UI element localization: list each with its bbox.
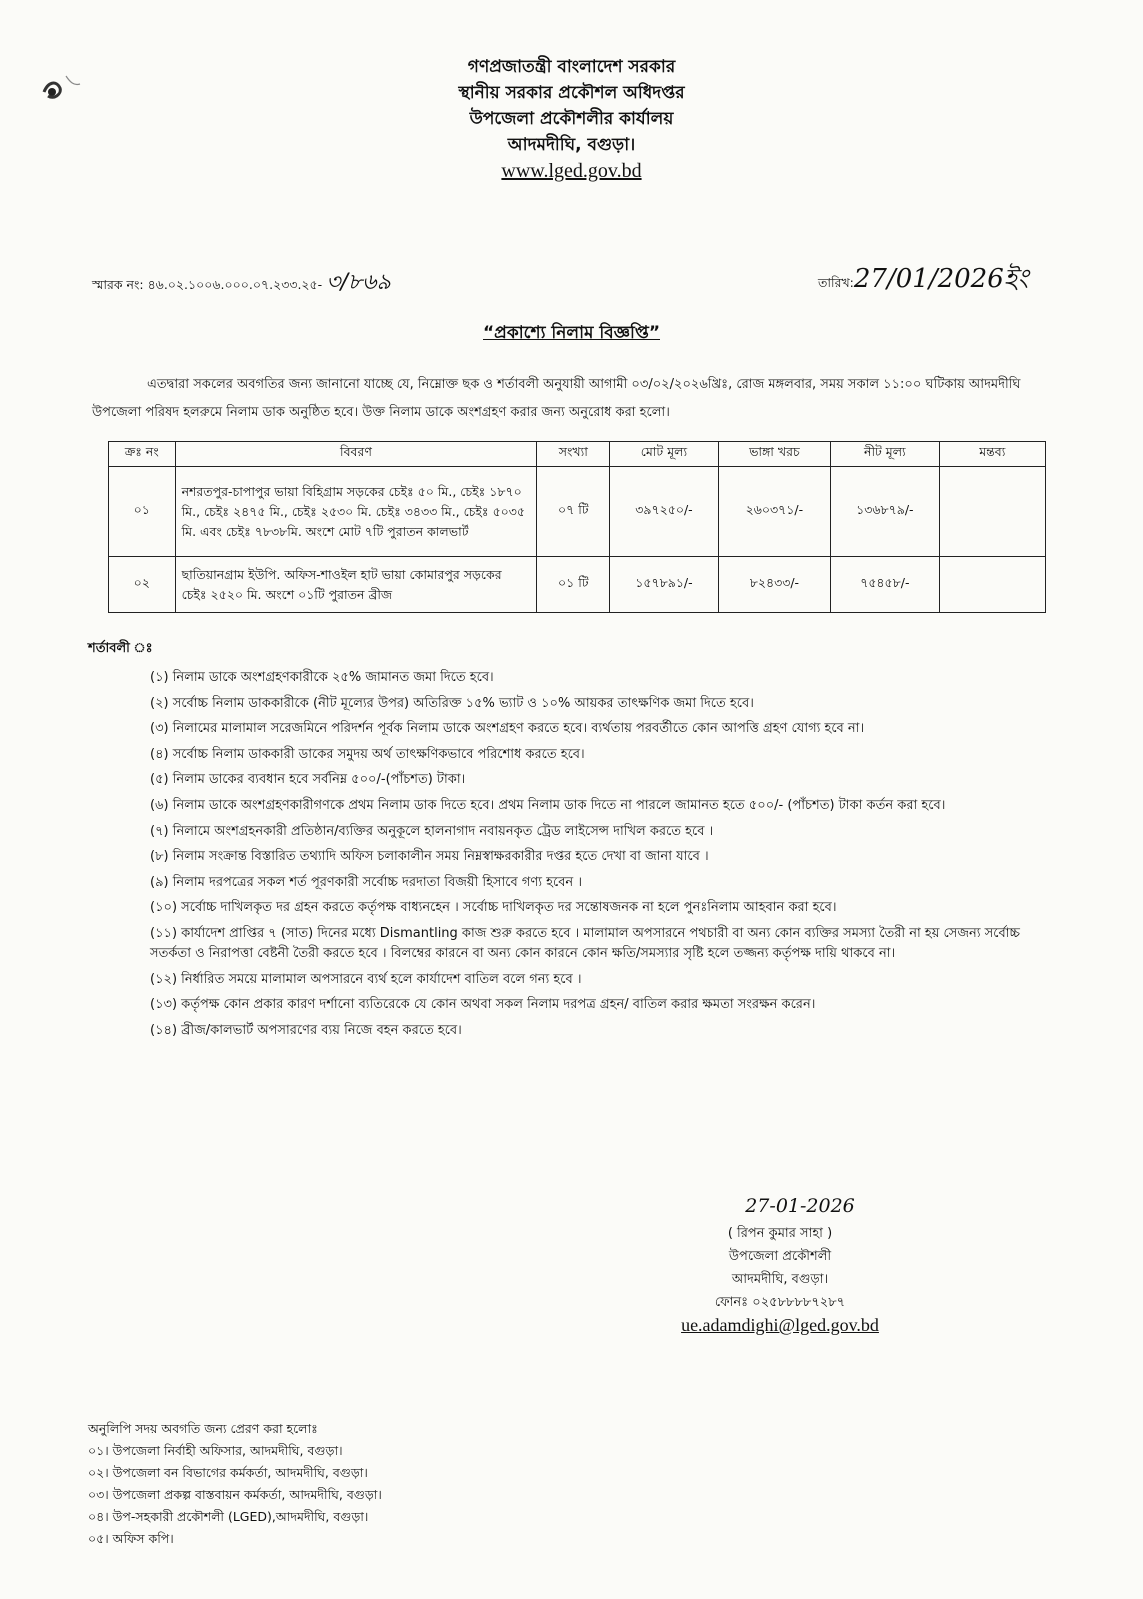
signature-block [630,1186,930,1337]
notice-title: “প্রকাশ্যে নিলাম বিজ্ঞপ্তি” [483,323,660,343]
memo-date [818,258,1028,302]
signatory-location: আদমদীঘি, বগুড়া। [731,1272,829,1287]
table-row [109,467,1046,557]
cell-description: নশরতপুর-চাপাপুর ভায়া বিহিগ্রাম সড়কের চেইঃ ৫০ মি., চেইঃ ১৮৭০ মি., চেইঃ ২৪৭৫ মি., চেইঃ ২৫৩০ মি. চেইঃ ৩৪৩৩ মি., চেইঃ ৫০৩৫ মি. এবং চেইঃ ৭৮৩৮মি. অংশে মোট ৭টি পুরাতন কালভার্ট [175,467,537,557]
copy-distribution [88,1418,382,1550]
govt-name: গণপ্রজাতন্ত্রী বাংলাদেশ সরকার [467,57,676,77]
condition-item: (১০) সর্বোচ্চ দাখিলকৃত দর গ্রহন করতে কর্তৃপক্ষ বাধ্যনহেন । সর্বোচ্চ দাখিলকৃত দর সন্তোষজনক না হলে পুনঃনিলাম আহবান করা হবে। [150,900,837,916]
col-sl: ক্রঃ নং [109,442,176,467]
signatory-email-link[interactable]: ue.adamdighi@lged.gov.bd [681,1315,879,1335]
memo-ref-handwritten: ৩/৮৬৯ [326,270,391,295]
conditions-list [150,668,1020,1046]
auction-items-table [108,441,1046,613]
cell-total-price: ১৫৭৮৯১/- [610,557,719,613]
cell-total-price: ৩৯৭২৫০/- [610,467,719,557]
cell-remarks [939,557,1045,613]
copy-recipient: ০২। উপজেলা বন বিভাগের কর্মকর্তা, আদমদীঘি, বগুড়া। [88,1465,368,1480]
office-name: উপজেলা প্রকৌশলীর কার্যালয় [469,109,674,129]
signatory-designation: উপজেলা প্রকৌশলী [728,1249,832,1264]
letterhead [0,54,1143,183]
col-net-price: নীট মূল্য [831,442,940,467]
dept-name: স্থানীয় সরকার প্রকৌশল অধিদপ্তর [458,83,685,103]
condition-item: (১) নিলাম ডাকে অংশগ্রহণকারীকে ২৫% জামানত জমা দিতে হবে। [150,670,494,685]
copy-recipient: ০৩। উপজেলা প্রকল্প বাস্তবায়ন কর্মকর্তা, আদমদীঘি, বগুড়া। [88,1487,382,1502]
col-quantity: সংখ্যা [537,442,610,467]
memo-number [92,265,391,302]
condition-item: (১৩) কর্তৃপক্ষ কোন প্রকার কারণ দর্শানো ব্যতিরেকে যে কোন অথবা সকল নিলাম দরপত্র গ্রহন/ বাতিল করার ক্ষমতা সংরক্ষন করেন। [150,997,816,1013]
col-total-price: মোট মূল্য [610,442,719,467]
intro-paragraph: এতদ্বারা সকলের অবগতির জন্য জানানো যাচ্ছে যে, নিম্নোক্ত ছক ও শর্তাবলী অনুযায়ী আগামী ০৩/০২/২০২৬খ্রিঃ, রোজ মঙ্গলবার, সময় সকাল ১১:০০ ঘটিকায় আদমদীঘি উপজেলা পরিষদ হলরুমে নিলাম ডাক অনুষ্ঠিত হবে। উক্ত নিলাম ডাকে অংশগ্রহণ করার জন্য অনুরোধ করা হলো। [92,377,1021,420]
cell-net-price: ৭৫৪৫৮/- [831,557,940,613]
date-handwritten: 27/01/2026ইং [853,264,1029,294]
office-location: আদমদীঘি, বগুড়া। [507,135,636,155]
cell-breaking-cost: ৮২৪৩৩/- [718,557,830,613]
cell-quantity: ০৭ টি [537,467,610,557]
table-row [109,557,1046,613]
cell-description: ছাতিয়ানগ্রাম ইউপি. অফিস-শাওইল হাট ভায়া কোমারপুর সড়কের চেইঃ ২৫২০ মি. অংশে ০১টি পুরাতন ব্রীজ [175,557,537,613]
condition-item: (২) সর্বোচ্চ নিলাম ডাককারীকে (নীট মূল্যের উপর) অতিরিক্ত ১৫% ভ্যাট ও ১০% আয়কর তাৎক্ষণিক জমা দিতে হবে। [150,695,754,711]
copies-heading: অনুলিপি সদয় অবগতি জন্য প্রেরণ করা হলোঃ [88,1421,318,1436]
condition-item: (১১) কার্যাদেশ প্রাপ্তির ৭ (সাত) দিনের মধ্যে Dismantling কাজ শুরু করতে হবে । মালামাল অপসারনে পথচারী বা অন্য কোন ব্যক্তির সমস্যা তৈরী না হয় সেজন্য সর্বোচ্চ সতর্কতা ও নিরাপত্তা বেষ্টনী তৈরী করতে হবে । বিলম্বের কারনে বা অন্য কোন কারনে কোন ক্ষতি/সমস্যার সৃষ্টি হলে তজ্জন্য কর্তৃপক্ষ দায়ি থাকবে না। [150,925,1020,961]
condition-item: (৪) সর্বোচ্চ নিলাম ডাককারী ডাকের সমুদয় অর্থ তাৎক্ষণিকভাবে পরিশোধ করতে হবে। [150,746,585,762]
table-header-row [109,442,1046,467]
conditions-heading: শর্তাবলী ঃ [88,641,153,656]
signatory-phone: ফোনঃ ০২৫৮৮৮৮৭২৮৭ [714,1295,846,1310]
cell-remarks [939,467,1045,557]
cell-net-price: ১৩৬৮৭৯/- [831,467,940,557]
cell-breaking-cost: ২৬০৩৭১/- [718,467,830,557]
col-breaking-cost: ভাঙ্গা খরচ [718,442,830,467]
copy-recipient: ০১। উপজেলা নির্বাহী অফিসার, আদমদীঘি, বগুড়া। [88,1443,343,1458]
cell-sl: ০১ [109,467,176,557]
memo-ref-label: স্মারক নং: ৪৬.০২.১০০৬.০০০.০৭.২৩৩.২৫- [92,277,323,292]
condition-item: (৯) নিলাম দরপত্রের সকল শর্ত পূরণকারী সর্বোচ্চ দরদাতা বিজয়ী হিসাবে গণ্য হবেন । [150,874,582,890]
condition-item: (৮) নিলাম সংক্রান্ত বিস্তারিত তথ্যাদি অফিস চলাকালীন সময় নিম্নস্বাক্ষরকারীর দপ্তর হতে দেখা বা জানা যাবে । [150,849,709,865]
cell-sl: ০২ [109,557,176,613]
condition-item: (৬) নিলাম ডাকে অংশগ্রহণকারীগণকে প্রথম নিলাম ডাক দিতে হবে। প্রথম নিলাম ডাক দিতে না পারলে জামানত হতে ৫০০/- (পাঁচশত) টাকা কর্তন করা হবে। [150,797,946,813]
copy-recipient: ০৪। উপ-সহকারী প্রকৌশলী (LGED),আদমদীঘি, বগুড়া। [88,1509,369,1524]
col-description: বিবরণ [175,442,537,467]
cell-quantity: ০১ টি [537,557,610,613]
condition-item: (১২) নির্ধারিত সময়ে মালামাল অপসারনে ব্যর্থ হলে কার্যাদেশ বাতিল বলে গন্য হবে । [150,971,582,987]
condition-item: (৫) নিলাম ডাকের ব্যবধান হবে সর্বনিম্ন ৫০০/-(পাঁচশত) টাকা। [150,772,466,788]
col-remarks: মন্তব্য [939,442,1045,467]
condition-item: (৭) নিলামে অংশগ্রহনকারী প্রতিষ্ঠান/ব্যক্তির অনুকূলে হালনাগাদ নবায়নকৃত ট্রেড লাইসেন্স দাখিল করতে হবে । [150,823,714,839]
website-link[interactable]: www.lged.gov.bd [501,160,642,182]
handwritten-signature: 27-01-2026 [745,1195,855,1217]
signatory-name: ( রিপন কুমার সাহা ) [727,1226,833,1241]
copy-recipient: ০৫। অফিস কপি। [88,1531,174,1546]
date-label: তারিখ: [818,275,854,290]
condition-item: (৩) নিলামের মালামাল সরেজমিনে পরিদর্শন পূর্বক নিলাম ডাকে অংশগ্রহণ করতে হবে। ব্যর্থতায় পরবর্তীতে কোন আপত্তি গ্রহণ যোগ্য হবে না। [150,721,865,737]
condition-item: (১৪) ব্রীজ/কালভার্ট অপসারণের ব্যয় নিজে বহন করতে হবে। [150,1022,462,1038]
